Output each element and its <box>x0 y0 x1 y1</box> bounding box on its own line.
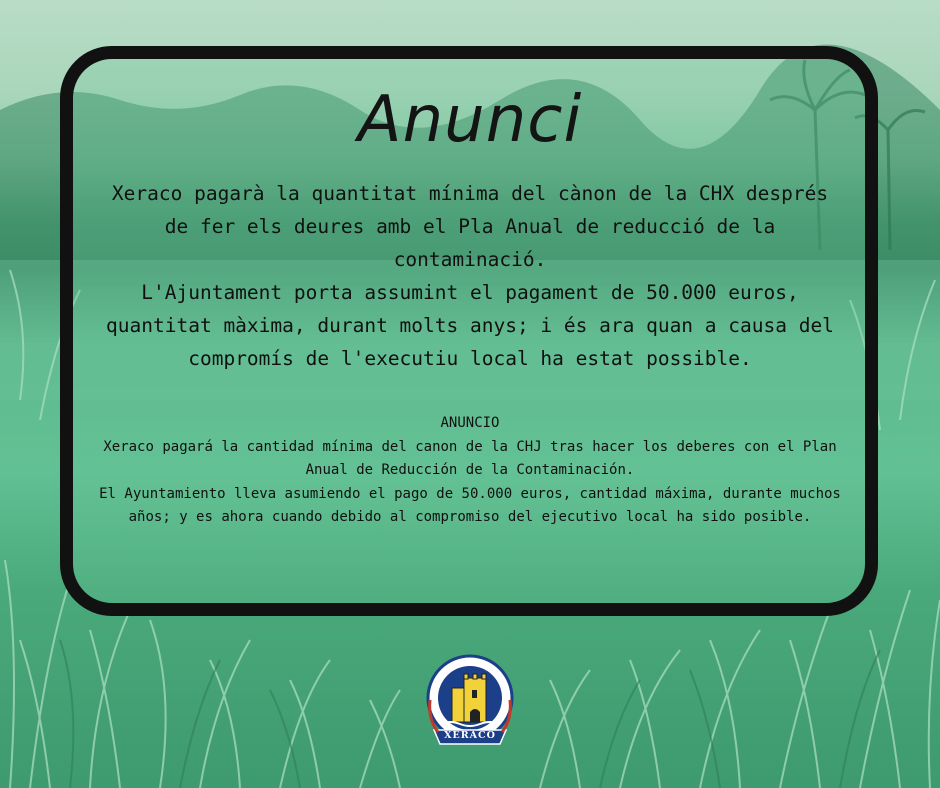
announcement-title: Anunci <box>357 83 583 157</box>
spanish-paragraph-1: Xeraco pagará la cantidad mínima del canon de la CHJ tras hacer los deberes con el Plan Anual de Reducción de la Contaminación. <box>103 438 837 478</box>
spanish-paragraph-2: El Ayuntamiento lleva asumiendo el pago de 50.000 euros, cantidad máxima, durante muchos años; y es ahora cuando debido al compromiso del ejecutivo local ha sido posible. <box>99 485 841 525</box>
catalan-announcement <box>96 177 844 375</box>
spanish-heading: ANUNCIO <box>440 415 500 431</box>
logo-bottom-text: XERACO <box>444 730 496 741</box>
catalan-paragraph-2: L'Ajuntament porta assumint el pagament de 50.000 euros, quantitat màxima, durant molts anys; i és ara quan a causa del compromís de l'executiu local ha estat possible. <box>106 281 834 370</box>
spanish-announcement <box>96 412 844 530</box>
catalan-paragraph-1: Xeraco pagarà la quantitat mínima del cànon de la CHX després de fer els deures amb el Pla Anual de reducció de la contaminació. <box>111 182 829 271</box>
